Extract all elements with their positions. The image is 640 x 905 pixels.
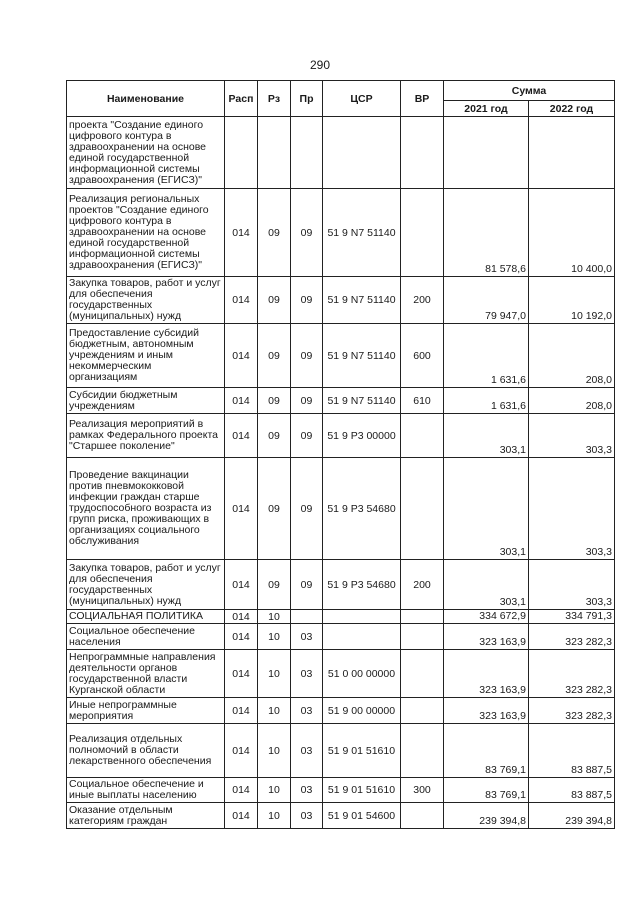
row-rasp: 014: [225, 560, 258, 610]
row-sum-2022: 239 394,8: [529, 803, 615, 829]
row-rz: 09: [258, 414, 291, 458]
row-sum-2021: 303,1: [444, 458, 529, 560]
row-csr: 51 9 01 54600: [323, 803, 401, 829]
row-pr: 09: [291, 277, 323, 324]
row-rz: 10: [258, 650, 291, 698]
row-sum-2021: 81 578,6: [444, 189, 529, 277]
header-name: Наименование: [67, 81, 225, 117]
row-sum-2022: 303,3: [529, 560, 615, 610]
row-rasp: [225, 117, 258, 189]
row-vr: [401, 414, 444, 458]
row-name: проекта "Создание единого цифрового контура в здравоохранении на основе единой государственной информационной системы здравоохранения (ЕГИСЗ)": [67, 117, 225, 189]
row-pr: 09: [291, 414, 323, 458]
row-sum-2021: 303,1: [444, 414, 529, 458]
row-rasp: 014: [225, 610, 258, 624]
row-sum-2021: 323 163,9: [444, 624, 529, 650]
table-row: [67, 778, 615, 803]
row-csr: 51 9 01 51610: [323, 778, 401, 803]
table-row: [67, 414, 615, 458]
row-sum-2021: 83 769,1: [444, 778, 529, 803]
header-2022: 2022 год: [529, 101, 615, 117]
row-rz: 10: [258, 778, 291, 803]
header-vr: ВР: [401, 81, 444, 117]
row-vr: [401, 724, 444, 778]
table-row: [67, 698, 615, 724]
row-sum-2022: 303,3: [529, 458, 615, 560]
row-rz: 09: [258, 560, 291, 610]
row-csr: 51 9 P3 54680: [323, 458, 401, 560]
row-rz: 09: [258, 189, 291, 277]
row-csr: 51 9 00 00000: [323, 698, 401, 724]
row-rasp: 014: [225, 803, 258, 829]
page-number: 290: [309, 58, 331, 72]
row-pr: 09: [291, 560, 323, 610]
row-vr: [401, 650, 444, 698]
row-csr: 51 9 P3 00000: [323, 414, 401, 458]
budget-table: [66, 80, 615, 829]
row-csr: 51 9 N7 51140: [323, 189, 401, 277]
row-name: Субсидии бюджетным учреждениям: [67, 388, 225, 414]
row-rasp: 014: [225, 458, 258, 560]
row-pr: 03: [291, 803, 323, 829]
row-sum-2022: 83 887,5: [529, 778, 615, 803]
header-csr: ЦСР: [323, 81, 401, 117]
table-row: [67, 458, 615, 560]
row-rz: 09: [258, 388, 291, 414]
row-vr: [401, 624, 444, 650]
header-rz: Рз: [258, 81, 291, 117]
row-name: Проведение вакцинации против пневмококковой инфекции граждан старше трудоспособного возраста из групп риска, проживающих в организациях социального обслуживания: [67, 458, 225, 560]
row-sum-2022: 83 887,5: [529, 724, 615, 778]
row-sum-2021: 1 631,6: [444, 388, 529, 414]
row-name: Реализация региональных проектов "Создание единого цифрового контура в здравоохранении на основе единой государственной информационной системы здравоохранения (ЕГИСЗ)": [67, 189, 225, 277]
row-name: Реализация мероприятий в рамках Федерального проекта "Старшее поколение": [67, 414, 225, 458]
row-sum-2021: 239 394,8: [444, 803, 529, 829]
row-csr: 51 9 N7 51140: [323, 324, 401, 388]
header-pr: Пр: [291, 81, 323, 117]
table-row: [67, 560, 615, 610]
row-sum-2021: 79 947,0: [444, 277, 529, 324]
row-name: Социальное обеспечение населения: [67, 624, 225, 650]
table-row: [67, 624, 615, 650]
row-csr: [323, 117, 401, 189]
table-row: [67, 724, 615, 778]
row-pr: 09: [291, 189, 323, 277]
row-pr: 03: [291, 698, 323, 724]
row-pr: 09: [291, 458, 323, 560]
header-rasp: Расп: [225, 81, 258, 117]
row-rasp: 014: [225, 277, 258, 324]
row-rasp: 014: [225, 724, 258, 778]
row-rasp: 014: [225, 650, 258, 698]
row-sum-2022: 323 282,3: [529, 624, 615, 650]
table-row: [67, 277, 615, 324]
row-pr: 03: [291, 624, 323, 650]
row-rz: 09: [258, 458, 291, 560]
row-vr: [401, 458, 444, 560]
row-sum-2022: 10 400,0: [529, 189, 615, 277]
row-rz: 10: [258, 803, 291, 829]
row-sum-2021: 83 769,1: [444, 724, 529, 778]
row-csr: 51 9 N7 51140: [323, 277, 401, 324]
row-rasp: 014: [225, 778, 258, 803]
row-vr: [401, 698, 444, 724]
table-body: [67, 117, 615, 829]
row-pr: [291, 117, 323, 189]
header-2021: 2021 год: [444, 101, 529, 117]
row-pr: [291, 610, 323, 624]
row-name: Непрограммные направления деятельности органов государственной власти Курганской области: [67, 650, 225, 698]
row-vr: [401, 803, 444, 829]
row-rz: 10: [258, 698, 291, 724]
row-rz: 10: [258, 724, 291, 778]
row-sum-2021: 1 631,6: [444, 324, 529, 388]
table-row: [67, 650, 615, 698]
row-rasp: 014: [225, 624, 258, 650]
header-sum: Сумма: [444, 81, 615, 101]
row-name: Иные непрограммные мероприятия: [67, 698, 225, 724]
table-row: [67, 189, 615, 277]
row-rz: 10: [258, 624, 291, 650]
row-rz: 09: [258, 277, 291, 324]
row-csr: [323, 624, 401, 650]
row-rasp: 014: [225, 388, 258, 414]
row-rz: [258, 117, 291, 189]
row-name: Закупка товаров, работ и услуг для обеспечения государственных (муниципальных) нужд: [67, 277, 225, 324]
row-vr: 610: [401, 388, 444, 414]
table-row: [67, 388, 615, 414]
row-sum-2022: [529, 117, 615, 189]
row-name: Оказание отдельным категориям граждан: [67, 803, 225, 829]
row-pr: 09: [291, 388, 323, 414]
row-rasp: 014: [225, 324, 258, 388]
row-name: Реализация отдельных полномочий в области лекарственного обеспечения: [67, 724, 225, 778]
row-vr: [401, 117, 444, 189]
row-vr: 200: [401, 560, 444, 610]
row-sum-2021: 323 163,9: [444, 650, 529, 698]
row-csr: [323, 610, 401, 624]
row-vr: [401, 189, 444, 277]
row-sum-2022: 208,0: [529, 324, 615, 388]
table-row: [67, 803, 615, 829]
row-rasp: 014: [225, 189, 258, 277]
row-pr: 09: [291, 324, 323, 388]
table-row: [67, 324, 615, 388]
row-rasp: 014: [225, 414, 258, 458]
row-csr: 51 0 00 00000: [323, 650, 401, 698]
row-sum-2021: 303,1: [444, 560, 529, 610]
row-vr: 300: [401, 778, 444, 803]
row-sum-2022: 10 192,0: [529, 277, 615, 324]
row-csr: 51 9 N7 51140: [323, 388, 401, 414]
row-rasp: 014: [225, 698, 258, 724]
row-csr: 51 9 01 51610: [323, 724, 401, 778]
table-row: [67, 610, 615, 624]
row-pr: 03: [291, 650, 323, 698]
row-sum-2021: [444, 117, 529, 189]
row-csr: 51 9 P3 54680: [323, 560, 401, 610]
row-name: СОЦИАЛЬНАЯ ПОЛИТИКА: [67, 610, 225, 624]
row-name: Закупка товаров, работ и услуг для обеспечения государственных (муниципальных) нужд: [67, 560, 225, 610]
row-sum-2022: 323 282,3: [529, 698, 615, 724]
row-sum-2021: 323 163,9: [444, 698, 529, 724]
row-sum-2022: 323 282,3: [529, 650, 615, 698]
row-sum-2022: 303,3: [529, 414, 615, 458]
row-rz: 09: [258, 324, 291, 388]
row-vr: 600: [401, 324, 444, 388]
row-sum-2022: 334 791,3: [529, 610, 615, 624]
row-name: Предоставление субсидий бюджетным, автономным учреждениям и иным некоммерческим организациям: [67, 324, 225, 388]
table-row: [67, 117, 615, 189]
row-vr: 200: [401, 277, 444, 324]
row-pr: 03: [291, 778, 323, 803]
row-sum-2022: 208,0: [529, 388, 615, 414]
row-pr: 03: [291, 724, 323, 778]
row-sum-2021: 334 672,9: [444, 610, 529, 624]
row-rz: 10: [258, 610, 291, 624]
row-vr: [401, 610, 444, 624]
row-name: Социальное обеспечение и иные выплаты населению: [67, 778, 225, 803]
